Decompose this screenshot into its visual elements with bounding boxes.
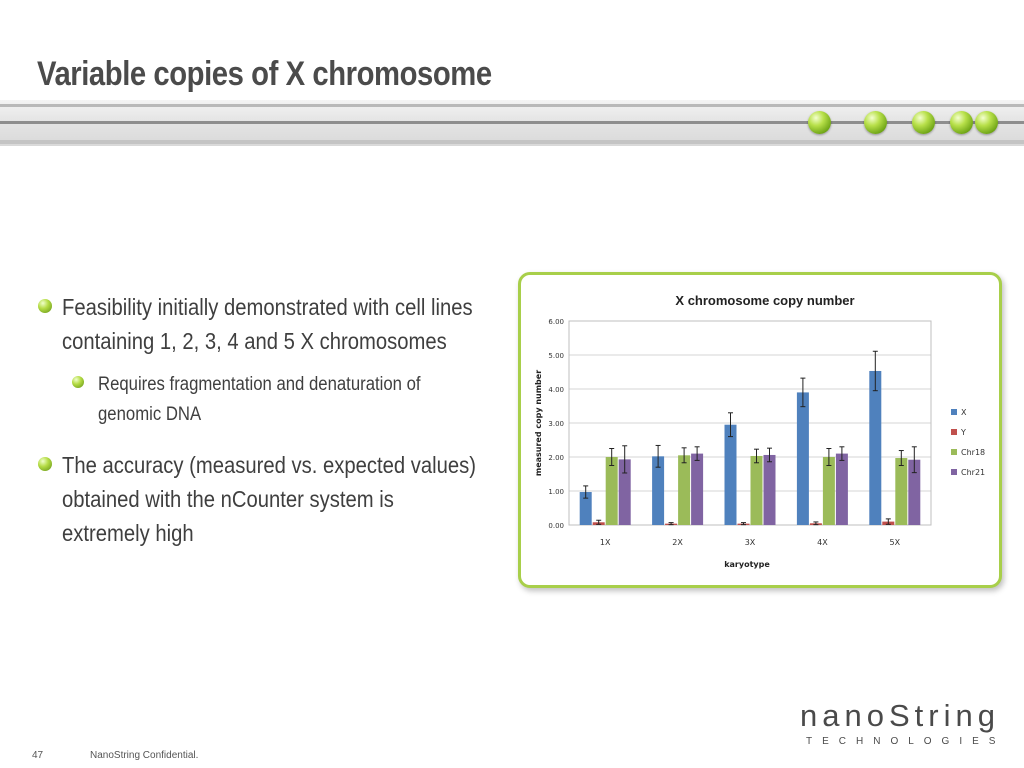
confidential-notice: NanoString Confidential. — [90, 750, 199, 761]
chart-title: X chromosome copy number — [675, 293, 855, 308]
legend-label: Chr21 — [961, 468, 986, 477]
y-tick-label: 3.00 — [548, 420, 564, 428]
legend-swatch — [951, 429, 957, 435]
slide-title: Variable copies of X chromosome — [37, 55, 492, 93]
bullet-item — [38, 448, 498, 550]
legend-label: X — [961, 408, 967, 417]
sub-bullet-text: Requires fragmentation and denaturation of genomic DNA — [98, 374, 421, 425]
sub-bullet-item — [68, 370, 498, 430]
bar — [764, 455, 776, 525]
bullet-text: The accuracy (measured vs. expected values) obtained with the nCounter system is extremely high — [62, 452, 476, 546]
legend-swatch — [951, 449, 957, 455]
y-tick-label: 1.00 — [548, 488, 564, 496]
legend-label: Y — [961, 428, 966, 437]
bullet-list — [38, 290, 498, 562]
bar — [869, 371, 881, 525]
bar — [836, 454, 848, 525]
x-tick-label: 1X — [599, 538, 611, 547]
bar — [895, 458, 907, 525]
bullet-text: Feasibility initially demonstrated with cell lines containing 1, 2, 3, 4 and 5 X chromosomes — [62, 294, 473, 354]
header-divider-top — [0, 104, 1024, 107]
logo-tagline: TECHNOLOGIES — [806, 736, 1006, 747]
green-dot-icon — [950, 111, 973, 134]
bar — [606, 457, 618, 525]
bar-chart — [521, 275, 999, 585]
x-axis-label: karyotype — [724, 560, 770, 569]
bar — [678, 455, 690, 525]
bar — [691, 454, 703, 525]
x-tick-label: 4X — [817, 538, 828, 547]
y-axis-label: measured copy number — [534, 369, 543, 477]
bullet-dot-icon — [38, 457, 52, 471]
green-dot-icon — [808, 111, 831, 134]
page-number: 47 — [32, 750, 44, 761]
bullet-dot-icon — [72, 376, 84, 388]
chart-frame — [518, 272, 1002, 588]
bullet-item — [38, 290, 498, 358]
y-tick-label: 6.00 — [548, 318, 564, 326]
legend-swatch — [951, 409, 957, 415]
x-tick-label: 3X — [744, 538, 756, 547]
header-divider-bottom — [0, 140, 1024, 144]
green-dot-icon — [975, 111, 998, 134]
bar — [751, 456, 763, 525]
y-tick-label: 5.00 — [548, 352, 564, 360]
legend-swatch — [951, 469, 957, 475]
bar — [797, 392, 809, 525]
logo-wordmark: nanoString — [800, 698, 1000, 733]
bar — [823, 457, 835, 525]
x-tick-label: 2X — [672, 538, 683, 547]
green-dot-icon — [864, 111, 887, 134]
x-tick-label: 5X — [889, 538, 901, 547]
bar — [725, 425, 737, 525]
y-tick-label: 4.00 — [548, 386, 564, 394]
y-tick-label: 0.00 — [548, 522, 564, 530]
nanostring-logo — [800, 698, 1006, 750]
legend-label: Chr18 — [961, 448, 986, 457]
bullet-dot-icon — [38, 299, 52, 313]
green-dot-icon — [912, 111, 935, 134]
y-tick-label: 2.00 — [548, 454, 564, 462]
